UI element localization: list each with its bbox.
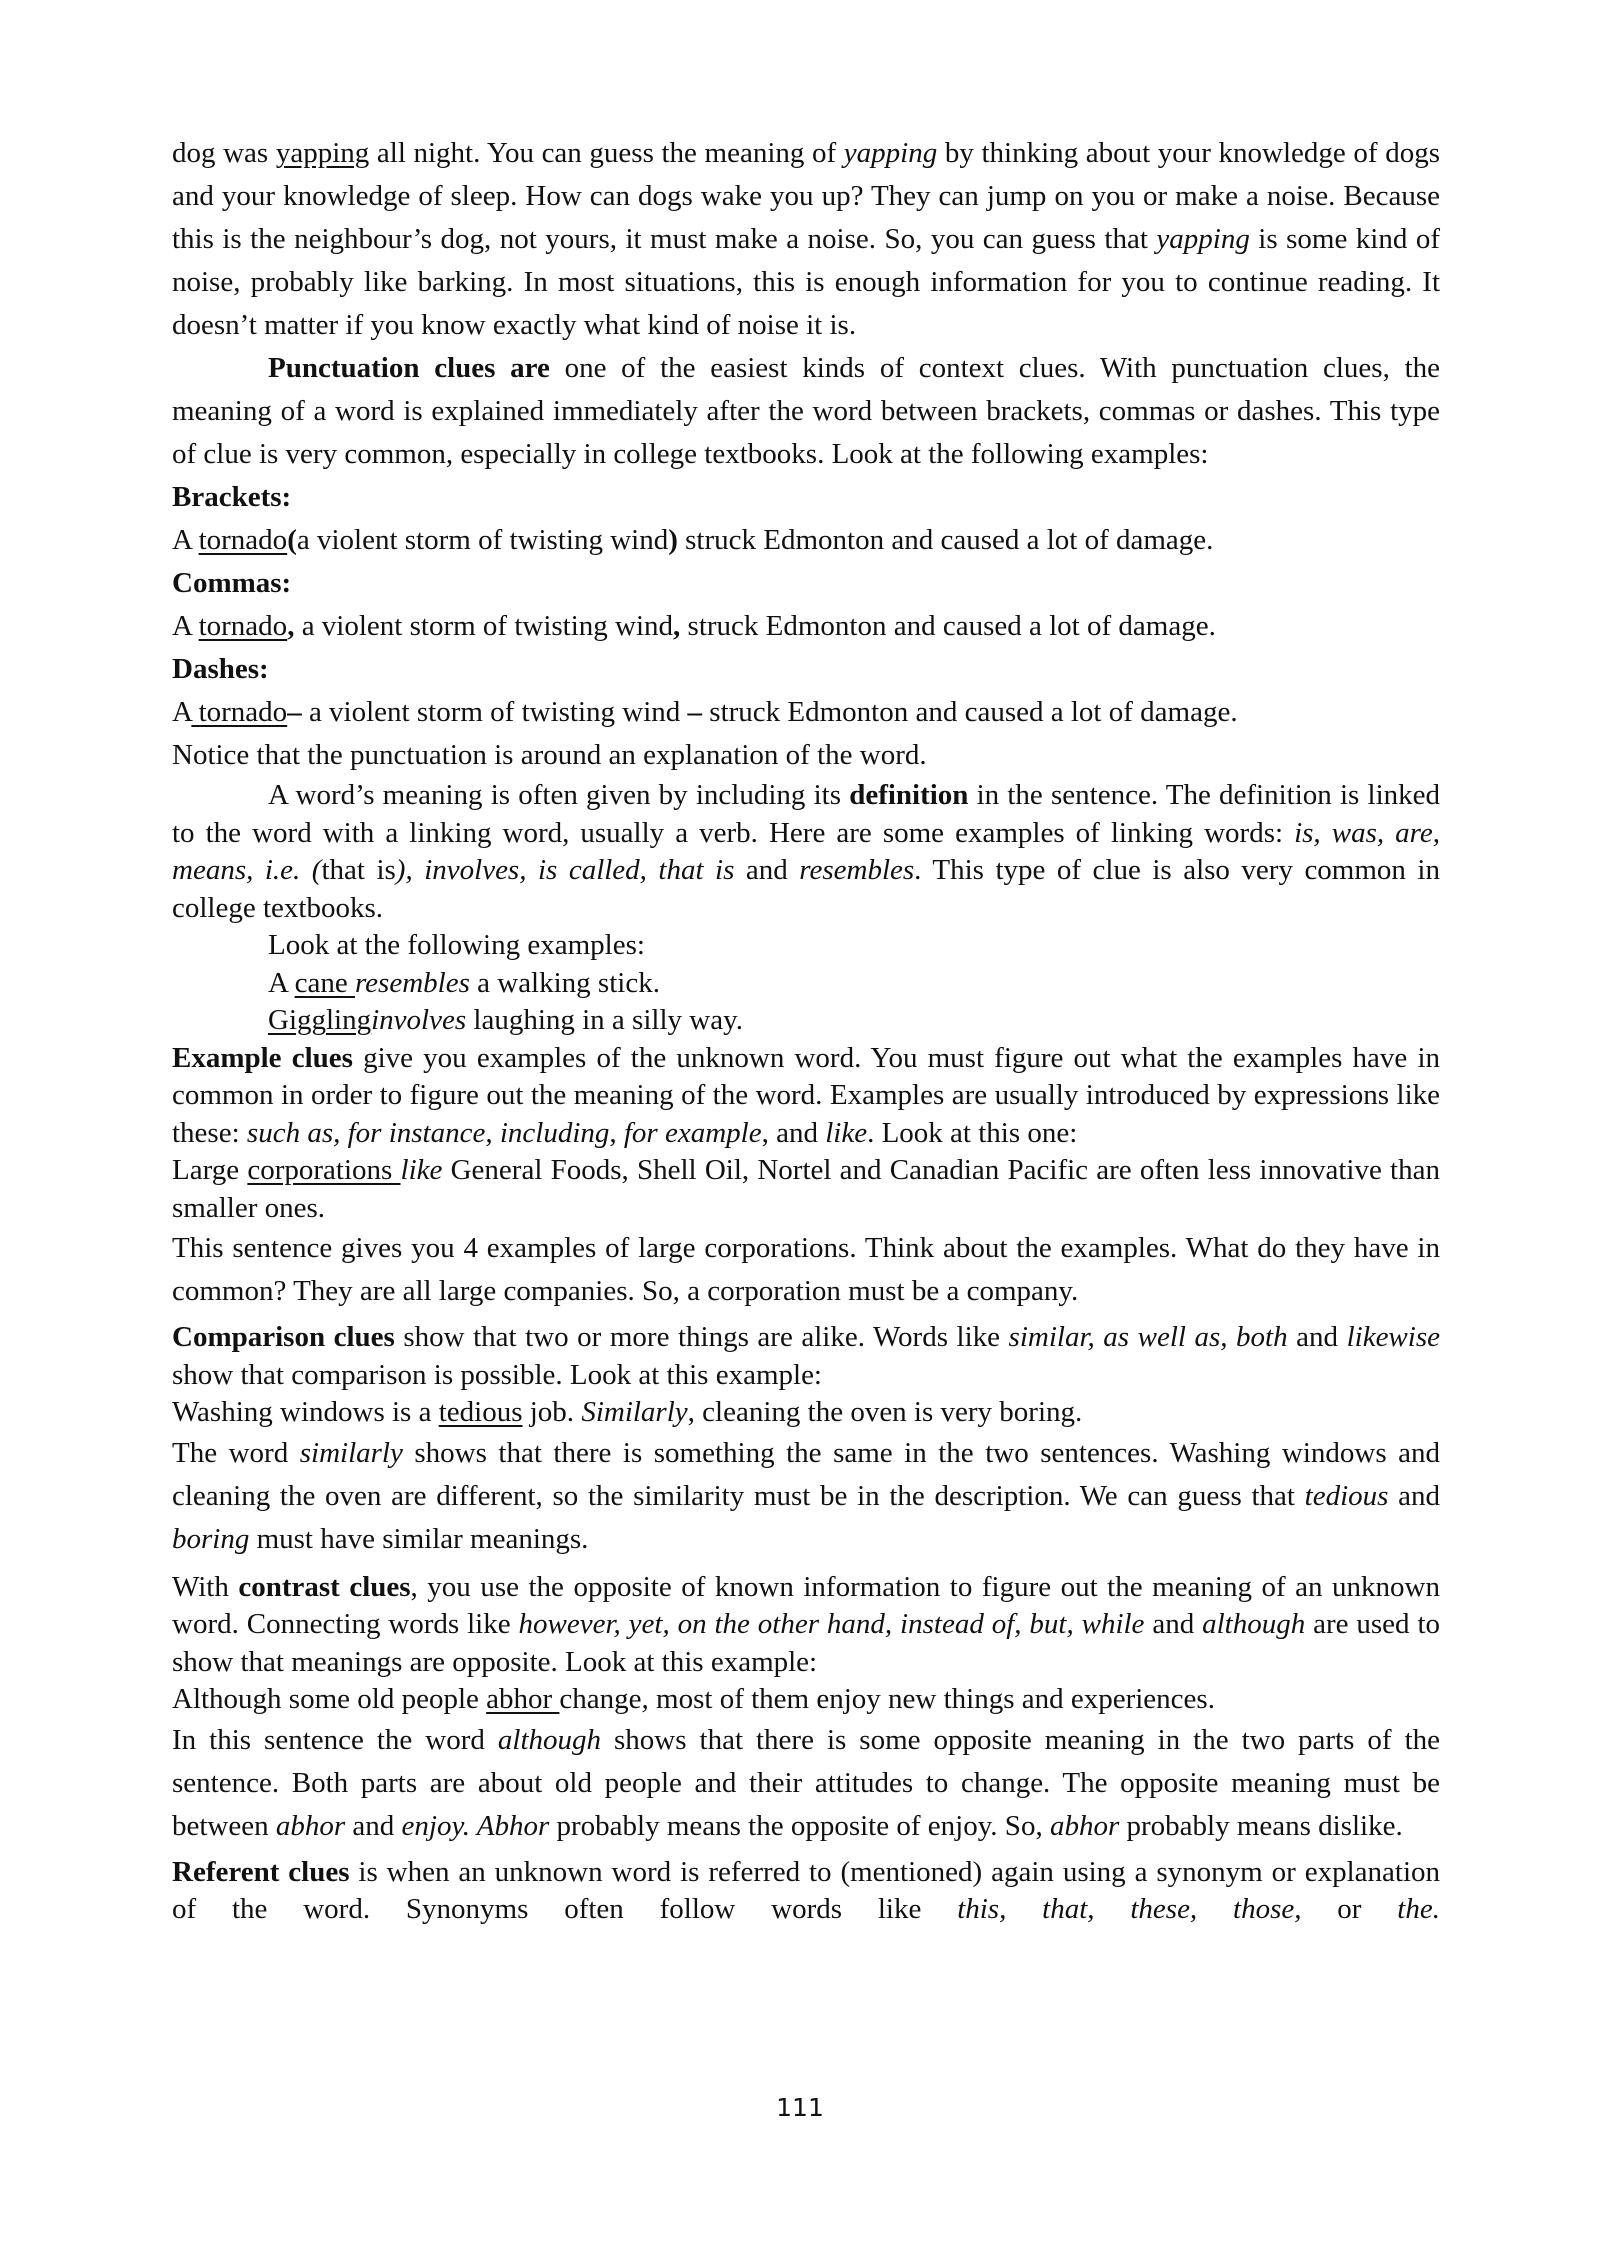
text-run: are used to show that meanings are opposite. Look at this example: (172, 1608, 1441, 1678)
text-run: . This type of clue is also very common in college textbooks. (172, 854, 1440, 924)
bold-punctuation: , (673, 610, 681, 642)
text-run: in the sentence. The definition is linked to the word with a linking word, usually a verb. Here are some examples of linking words: (172, 779, 1440, 849)
brackets-heading: Brackets: (172, 481, 292, 513)
italic-term: resembles (799, 854, 915, 886)
text-run: A (268, 966, 295, 999)
text-run: In this sentence the word (172, 1723, 498, 1756)
text-run: and (734, 854, 800, 886)
comparison-explanation (172, 1432, 1440, 1561)
text-run: Large (172, 1154, 248, 1186)
text-run: a walking stick. (469, 966, 660, 999)
bold-term: Example clues (172, 1041, 353, 1074)
punctuation-notice: Notice that the punctuation is around an explanation of the word. (172, 739, 927, 771)
punctuation-clues-paragraph (172, 347, 1440, 476)
underlined-term: cane (294, 966, 355, 999)
text-run: With (172, 1570, 239, 1603)
text-run: struck Edmonton and caused a lot of damage. (702, 696, 1238, 728)
italic-term: likewise (1346, 1321, 1440, 1353)
bold-punctuation: – (687, 696, 703, 728)
comparison-example (172, 1394, 1440, 1432)
text-run: give you examples of the unknown word. You must figure out what the examples have in common in order to figure out the meaning of the word. Examples are usually introduced by expressions like these: (172, 1041, 1440, 1149)
comparison-clues-paragraph (172, 1319, 1440, 1394)
example-clues-paragraph (172, 1040, 1440, 1153)
bold-term: definition (849, 779, 969, 811)
italic-term: the. (1397, 1893, 1440, 1925)
brackets-example (172, 519, 1440, 562)
text-run: Washing windows is a (172, 1396, 439, 1428)
text-run: by thinking about your knowledge of dogs and your knowledge of sleep. How can dogs wake you up? They can jump on you or make a noise. Because this is the neighbour’s dog, not yours, it must make a noise. So, you can guess that (172, 137, 1440, 255)
bold-punctuation: ) (668, 524, 678, 556)
bold-term: contrast clues (238, 1570, 411, 1603)
text-run: shows that there is some opposite meaning in the two parts of the sentence. Both parts are about old people and their attitudes to change. The opposite meaning must be between (172, 1723, 1441, 1842)
italic-term: resembles (354, 966, 470, 999)
underlined-term: corporations (247, 1154, 401, 1186)
contrast-example (172, 1681, 1440, 1719)
referent-clues-paragraph (172, 1854, 1440, 1929)
bold-punctuation: – (287, 696, 302, 728)
italic-term: similar, as well as, both (1008, 1321, 1288, 1353)
text-run: a violent storm of twisting wind (294, 610, 674, 642)
italic-term: although (497, 1723, 602, 1756)
text-run: a violent storm of twisting wind (296, 524, 669, 556)
text-run: and (1287, 1321, 1347, 1353)
text-run: struck Edmonton and caused a lot of damage. (680, 610, 1216, 642)
italic-term: similarly (299, 1436, 403, 1469)
italic-term: abhor (275, 1809, 346, 1842)
text-run: A (172, 696, 192, 728)
text-run: shows that there is something the same in the two sentences. Washing windows and cleaning the oven are different, so the similarity must be in the description. We can guess that (172, 1436, 1440, 1512)
bold-term: Referent clues (172, 1855, 350, 1888)
text-run: show that two or more things are alike. Words like (394, 1321, 1009, 1353)
text-run: The word (172, 1436, 300, 1469)
contrast-explanation (172, 1719, 1440, 1848)
page-number: 111 (776, 2093, 824, 2122)
contrast-clues-paragraph (172, 1569, 1440, 1682)
italic-term: like (400, 1154, 443, 1186)
bold-term: Punctuation clues are (268, 352, 550, 384)
text-run: . Look at this one: (867, 1116, 1078, 1149)
text-run: and (1388, 1479, 1440, 1512)
definition-example-cane (172, 965, 1440, 1003)
italic-term: boring (172, 1522, 250, 1555)
text-run: probably means the opposite of enjoy. So, (549, 1809, 1050, 1842)
text-run: Although some old people (172, 1683, 487, 1715)
definition-paragraph (172, 777, 1440, 927)
example-clues-explanation: This sentence gives you 4 examples of large corporations. Think about the examples. What do they have in common? They are all large companies. So, a corporation must be a company. (172, 1232, 1440, 1307)
dashes-example (172, 691, 1440, 734)
text-run: job. (522, 1396, 582, 1428)
text-run: A (172, 610, 199, 642)
italic-term: tedious (1304, 1479, 1389, 1512)
text-run: one of the easiest kinds of context clues. With punctuation clues, the meaning of a word is explained immediately after the word between brackets, commas or dashes. This type of clue is very common, especially in college textbooks. Look at the following examples: (172, 352, 1440, 470)
italic-term: although (1202, 1608, 1306, 1640)
text-run: that is (321, 854, 396, 886)
text-run: A word’s meaning is often given by including its (268, 779, 850, 811)
text-run: must have similar meanings. (249, 1522, 589, 1555)
italic-term: involves (371, 1004, 467, 1036)
commas-heading: Commas: (172, 567, 292, 599)
definition-look: Look at the following examples: (268, 929, 645, 961)
underlined-term: yapping (275, 137, 370, 169)
text-run: a violent storm of twisting wind (301, 696, 688, 728)
italic-term: like (825, 1116, 868, 1149)
text-run: is some kind of noise, probably like barking. In most situations, this is enough information for you to continue reading. It doesn’t matter if you know exactly what kind of noise it is. (172, 223, 1440, 341)
yapping-paragraph (172, 132, 1440, 347)
text-run: laughing in a silly way. (466, 1004, 743, 1036)
italic-term: such as, for instance, including, for example (246, 1116, 762, 1149)
italic-term: yapping (843, 137, 938, 169)
bold-punctuation: , (287, 610, 295, 642)
dashes-heading: Dashes: (172, 653, 269, 685)
text-run: General Foods, Shell Oil, Nortel and Canadian Pacific are often less innovative than smaller ones. (172, 1154, 1440, 1224)
text-run: change (559, 1683, 642, 1715)
text-run: or (1301, 1893, 1398, 1925)
underlined-term: tornado (191, 696, 288, 728)
italic-term: this, that, these, those, (957, 1893, 1302, 1925)
italic-term: however, yet, on the other hand, instead of, but, while (518, 1608, 1145, 1640)
commas-example (172, 605, 1440, 648)
italic-term: enjoy. Abhor (401, 1809, 550, 1842)
text-run: show that comparison is possible. Look at this example: (172, 1358, 822, 1391)
text-run: , cleaning the oven is very boring. (687, 1396, 1083, 1428)
text-run: is when an unknown word is referred to (mentioned) again using a synonym or explanation of the word. Synonyms often follow words like (172, 1855, 1440, 1925)
italic-term: is, was, are, means, i.e. ( (172, 816, 1440, 886)
italic-term: ), involves, is called, that is (395, 854, 735, 886)
italic-term: Similarly (581, 1396, 688, 1428)
text-run: probably means dislike. (1119, 1809, 1403, 1842)
text-run: most of them enjoy new things and experiences. (648, 1683, 1215, 1715)
italic-punctuation: , (641, 1683, 649, 1715)
text-run: and (345, 1809, 402, 1842)
text-run: , and (761, 1116, 826, 1149)
text-run: , you use the opposite of known information to figure out the meaning of an unknown word. Connecting words like (172, 1570, 1440, 1640)
text-run: and (1144, 1608, 1203, 1640)
text-run: dog was (172, 137, 276, 169)
text-run: all night. You can guess the meaning of (369, 137, 844, 169)
text-run: struck Edmonton and caused a lot of damage. (677, 524, 1214, 556)
underlined-term: tornado (198, 610, 288, 642)
underlined-term: tedious (438, 1396, 523, 1428)
bold-punctuation: ( (287, 524, 297, 556)
underlined-term: tornado (198, 524, 288, 556)
italic-term: yapping (1156, 223, 1250, 255)
document-page (172, 132, 1440, 1929)
underlined-term: abhor (486, 1683, 560, 1715)
underlined-term: Giggling (268, 1004, 372, 1036)
definition-example-giggling (172, 1002, 1440, 1040)
text-run: A (172, 524, 199, 556)
italic-term: abhor (1049, 1809, 1120, 1842)
example-clues-example (172, 1152, 1440, 1227)
bold-term: Comparison clues (172, 1321, 395, 1353)
